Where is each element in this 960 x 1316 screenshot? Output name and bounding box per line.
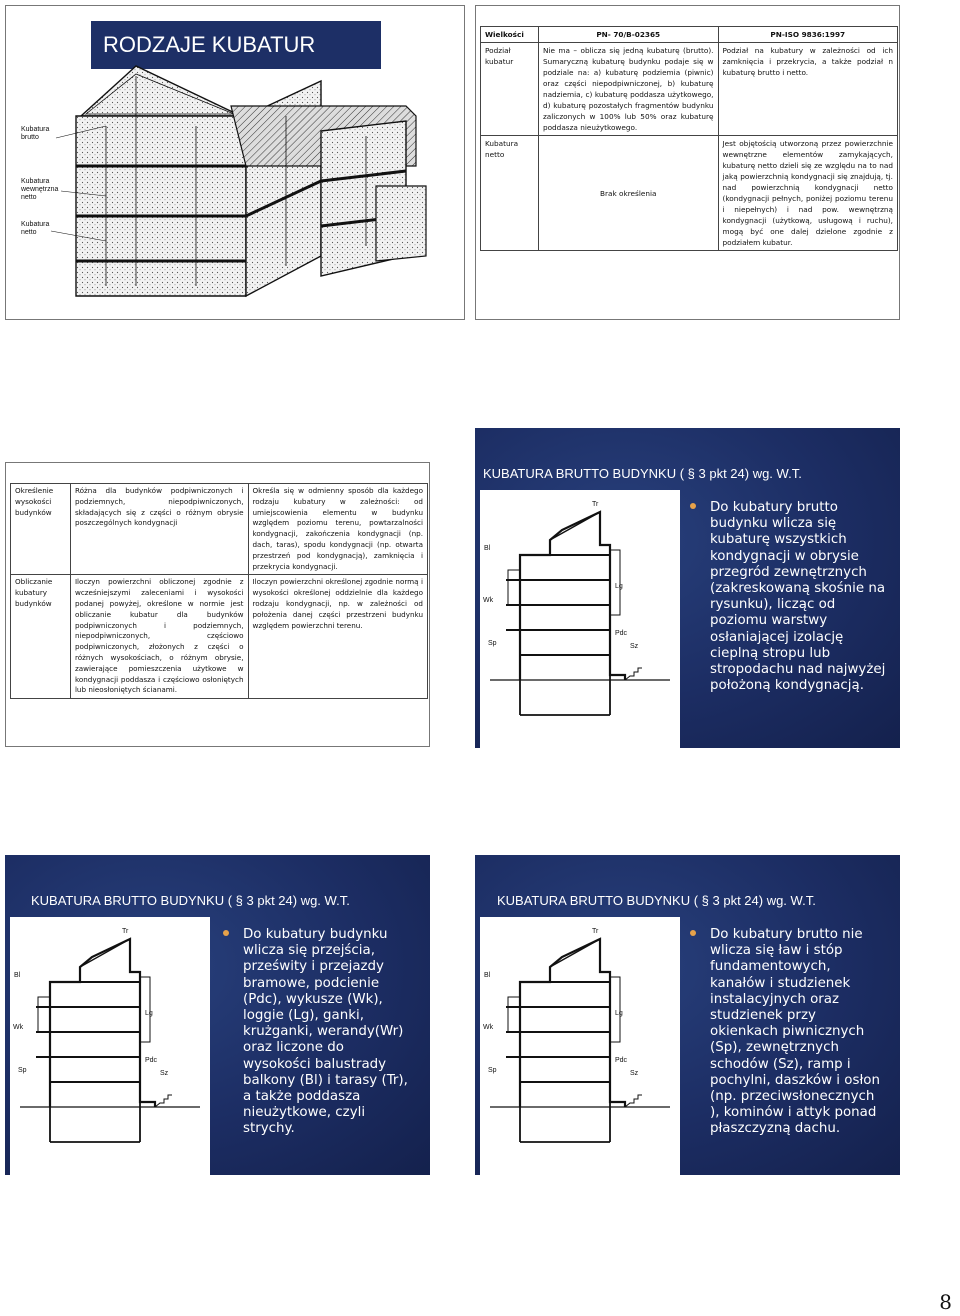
section-label-sp: Sp	[18, 1067, 27, 1074]
header-pn-iso: PN-ISO 9836:1997	[718, 27, 898, 43]
slide-6-bullet-text: Do kubatury brutto nie wlicza się ław i stóp fundamentowych, kanałów i studzienek instalacyjnych oraz studzienek przy okienkach piwnicznych (Sp), zewnętrznych schodów (Sz), ramp i pochylni, daszków i osłon (np. przeciwsłonecznych ), kominów i attyk ponad płaszczyzną dachu.	[710, 927, 880, 1137]
section-label-bl: Bl	[14, 972, 21, 979]
header-pn-70: PN- 70/B-02365	[538, 27, 718, 43]
label-kubatura-brutto: Kubatura brutto	[21, 126, 50, 141]
slide-4-bullet-text: Do kubatury brutto budynku wlicza się kubaturę wszystkich kondygnacji w obrysie przegród zewnętrznych (zakreskowaną skośnie na rysunku), licząc od poziomu warstwy osłaniającej izolację cieplną stropu lub stropodachu nad najwyżej położoną kondygnacją.	[710, 500, 886, 694]
slide-3	[5, 462, 430, 747]
section-label-pdc: Pdc	[615, 1057, 628, 1064]
bullet-dot-icon	[223, 930, 229, 936]
roof-slope-line	[80, 939, 130, 967]
section-label-pdc: Pdc	[615, 630, 628, 637]
section-label-tr: Tr	[122, 928, 129, 935]
section-label-lg: Lg	[615, 1010, 623, 1017]
building-section-drawing	[480, 490, 680, 748]
cell-pn-70: Nie ma – oblicza się jedną kubaturę (brutto). Sumaryczną kubaturę budynku podaje się w podziale na: a) kubaturę podziemia (piwnic) oraz części niepodpiwniczonej, b) kubaturę nadziemia, c) kubaturę poddasza użytkowego, d) kubaturę pozostałych fragmentów budynku zaliczonych w 100% lub 50% oraz kubaturę poddasza nieużytkowego.	[538, 43, 718, 136]
section-drawing-panel	[10, 917, 210, 1175]
section-label-bl: Bl	[484, 972, 491, 979]
bay-window-outline	[508, 997, 520, 1032]
bay-window-outline	[38, 997, 50, 1032]
slide-5-bullet-text: Do kubatury budynku wlicza się przejścia, prześwity i przejazdy bramowe, podcienie (Pdc), wykusze (Wk), loggie (Lg), ganki, krużganki, werandy(Wr) oraz liczone do wysokości balustrady balkony (Bl) i tarasy (Tr), a także poddasza nieużytkowe, czyli strychy.	[243, 927, 408, 1137]
header-wielkosci: Wielkości	[481, 27, 539, 43]
kubatura-comparison-table	[480, 26, 898, 251]
section-label-sp: Sp	[488, 1067, 497, 1074]
roof-slope-line	[550, 512, 600, 540]
external-stairs-outline	[625, 668, 642, 680]
external-stairs-outline	[625, 1095, 642, 1107]
cell-label: Kubatura netto	[481, 136, 539, 251]
cell-pn-iso: Określa się w odmienny sposób dla każdego rodzaju kubatury w zależności: od umiejscowienia elementu w budynku względem poziomu terenu, powtarzalności kondygnacji, zakończenia kondygnacji (np. dach, taras), spodu kondygnacji (np. otwarta przestrzeń pod kondygnacją), zamknięcia i przekrycia kondygnacji.	[248, 484, 428, 575]
cell-label: Obliczanie kubatury budynków	[11, 575, 71, 699]
building-section-drawing	[10, 917, 210, 1175]
slide-5-bullet	[243, 927, 413, 1138]
section-label-wk: Wk	[483, 597, 494, 604]
section-label-wk: Wk	[483, 1024, 494, 1031]
section-label-tr: Tr	[592, 928, 599, 935]
slide-4	[475, 428, 900, 748]
cell-pn-iso: Podział na kubatury w zależności od ich zamknięcia i przekrycia, a także podział n kubaturę brutto i netto.	[718, 43, 898, 136]
bay-window-outline	[508, 570, 520, 605]
cell-pn-70: Iloczyn powierzchni obliczonej zgodnie z wcześniejszymi zaleceniami i wysokości podanej powyżej, określone w normie jest obliczanie kubatur dla budynków podpiwniczonych i podziemnych, niepodpiwniczonych, częściowo podpiwniczonych, złożonych z części o różnych wysokościach, o różnym obrysie, zawierające pomieszczenia użytkowe w kondygnacji poddasza i częściowo osłoniętych lub nieosłoniętych ścianami.	[70, 575, 248, 699]
section-label-sz: Sz	[160, 1070, 169, 1077]
slide-6-title: KUBATURA BRUTTO BUDYNKU ( § 3 pkt 24) wg. W.T.	[497, 893, 816, 908]
section-label-lg: Lg	[145, 1010, 153, 1017]
slide-4-title: KUBATURA BRUTTO BUDYNKU ( § 3 pkt 24) wg. W.T.	[483, 466, 802, 481]
table-header-row	[481, 27, 898, 43]
slide-5-title: KUBATURA BRUTTO BUDYNKU ( § 3 pkt 24) wg. W.T.	[31, 893, 350, 908]
label-kubatura-wewnetrzna-netto: Kubatura wewnętrzna netto	[21, 178, 59, 201]
section-label-bl: Bl	[484, 545, 491, 552]
slide-6	[475, 855, 900, 1175]
slide-1-title: RODZAJE KUBATUR	[103, 32, 316, 57]
cell-pn-70: Różna dla budynków podpiwniczonych i podziemnych, niepodpiwniczonych, składających się z części o różnym obrysie poszczególnych kondygnacji	[70, 484, 248, 575]
cell-pn-iso: Iloczyn powierzchni określonej zgodnie normą i wysokości określonej oddzielnie dla każdego rodzaju kondygnacji, np. w zależności od położenia danej części przestrzeni budynku względem powierzchni terenu.	[248, 575, 428, 699]
roof-slope-line	[550, 939, 600, 967]
section-label-wk: Wk	[13, 1024, 24, 1031]
section-label-sz: Sz	[630, 1070, 639, 1077]
section-label-sp: Sp	[488, 640, 497, 647]
table-row	[11, 575, 428, 699]
table-row	[481, 43, 898, 136]
cell-pn-70: Brak określenia	[538, 136, 718, 251]
table-row	[11, 484, 428, 575]
kubatura-method-table	[10, 483, 428, 699]
slide-6-bullet	[710, 927, 888, 1138]
bullet-dot-icon	[690, 503, 696, 509]
cell-pn-iso: Jest objętością utworzoną przez powierzchnie wewnętrzne elementów zamykających, kubaturę netto dzieli się ze względu na to nad jaką powierzchnią kondygnacji się znajdują, tj. nad powierzchnią kondygnacji netto (kondygnacji pełnych, poniżej poziomu terenu i niepełnych) i nad pow. wewnętrzną kondygnacji (użytkową, usługową i ruchu), mogą być one dalej dzielone zgodnie z podziałem kubatur.	[718, 136, 898, 251]
table-row	[481, 136, 898, 251]
section-drawing-panel	[480, 490, 680, 748]
cell-label: Podział kubatur	[481, 43, 539, 136]
external-stairs-outline	[155, 1095, 172, 1107]
bullet-dot-icon	[690, 930, 696, 936]
page-number: 8	[939, 1290, 952, 1314]
section-label-tr: Tr	[592, 501, 599, 508]
label-kubatura-netto: Kubatura netto	[21, 221, 50, 236]
section-label-sz: Sz	[630, 643, 639, 650]
slide-2	[475, 5, 900, 320]
section-label-pdc: Pdc	[145, 1057, 158, 1064]
section-drawing-panel	[480, 917, 680, 1175]
building-drawing	[6, 6, 466, 321]
section-label-lg: Lg	[615, 583, 623, 590]
slide-5	[5, 855, 430, 1175]
slide-1	[5, 5, 465, 320]
cell-label: Określenie wysokości budynków	[11, 484, 71, 575]
slide-4-bullet	[710, 500, 888, 694]
building-section-drawing	[480, 917, 680, 1175]
